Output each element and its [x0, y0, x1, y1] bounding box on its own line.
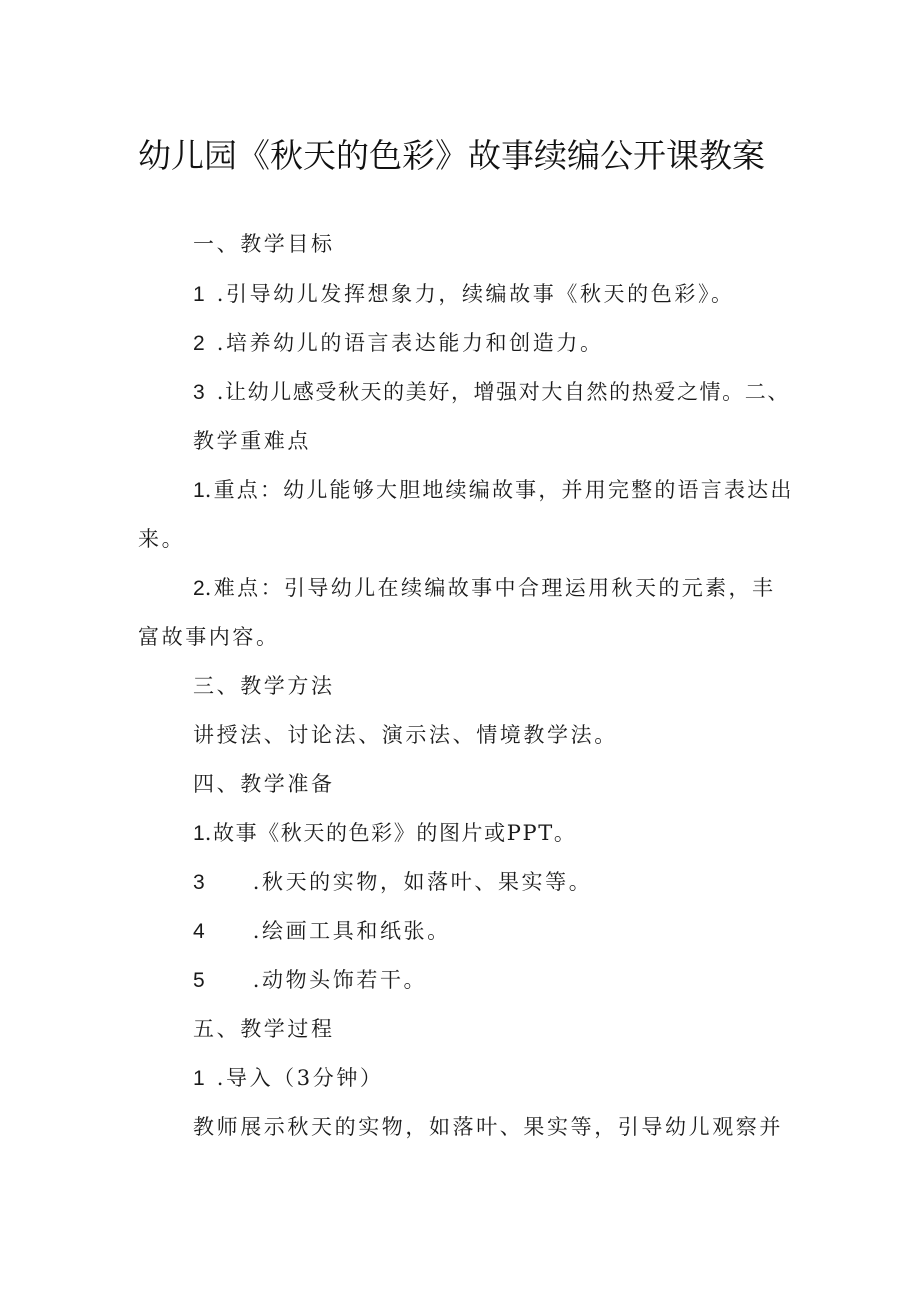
key-point-1-number: 1 [193, 479, 205, 502]
prep-item-4-number: 5 [193, 969, 205, 992]
prep-item-3-number: 4 [193, 920, 205, 943]
key-point-1-text: .重点：幼儿能够大胆地续编故事，并用完整的语言表达出 [204, 478, 794, 502]
goal-item-3-text: .让幼儿感受秋天的美好，增强对大自然的热爱之情。二、 [216, 380, 790, 404]
section-heading-teaching-process: 五、教学过程 [193, 1017, 335, 1041]
goal-item-1 [193, 279, 735, 310]
key-point-1-line-1 [193, 475, 794, 506]
goal-item-3 [193, 377, 790, 408]
prep-item-4 [193, 965, 427, 996]
goal-item-2-text: .培养幼儿的语言表达能力和创造力。 [216, 331, 604, 355]
goal-item-2-number: 2 [193, 332, 205, 355]
prep-item-1-number: 1 [193, 822, 205, 845]
prep-item-1-text: .故事《秋天的色彩》的图片或PPT。 [204, 821, 577, 845]
process-step-1-body: 教师展示秋天的实物，如落叶、果实等，引导幼儿观察并 [193, 1115, 783, 1139]
goal-item-1-number: 1 [193, 283, 205, 306]
methods-text: 讲授法、讨论法、演示法、情境教学法。 [193, 723, 618, 747]
section-heading-teaching-methods: 三、教学方法 [193, 674, 335, 698]
key-point-2-number: 2 [193, 577, 205, 600]
prep-item-2 [193, 867, 592, 898]
goal-item-2 [193, 328, 604, 359]
prep-item-1 [193, 818, 576, 849]
process-step-1-number: 1 [193, 1067, 205, 1090]
key-point-2-line-1 [193, 573, 775, 604]
goal-item-3-number: 3 [193, 381, 205, 404]
prep-item-2-text: .秋天的实物，如落叶、果实等。 [252, 870, 593, 894]
prep-item-3 [193, 916, 451, 947]
goal-item-1-text: .引导幼儿发挥想象力，续编故事《秋天的色彩》。 [216, 282, 735, 306]
process-step-1-text: .导入（3分钟） [216, 1066, 384, 1090]
section-heading-key-points: 教学重难点 [193, 429, 311, 453]
document-title: 幼儿园《秋天的色彩》故事续编公开课教案 [138, 136, 765, 175]
key-point-2-line-2: 富故事内容。 [138, 625, 280, 649]
prep-item-3-text: .绘画工具和纸张。 [252, 919, 451, 943]
section-heading-teaching-preparation: 四、教学准备 [193, 772, 335, 796]
process-step-1-heading [193, 1063, 384, 1094]
section-heading-teaching-goals: 一、教学目标 [193, 232, 335, 256]
key-point-2-text: .难点：引导幼儿在续编故事中合理运用秋天的元素，丰 [204, 576, 776, 600]
prep-item-4-text: .动物头饰若干。 [252, 968, 428, 992]
key-point-1-line-2: 来。 [138, 527, 186, 551]
prep-item-2-number: 3 [193, 871, 205, 894]
